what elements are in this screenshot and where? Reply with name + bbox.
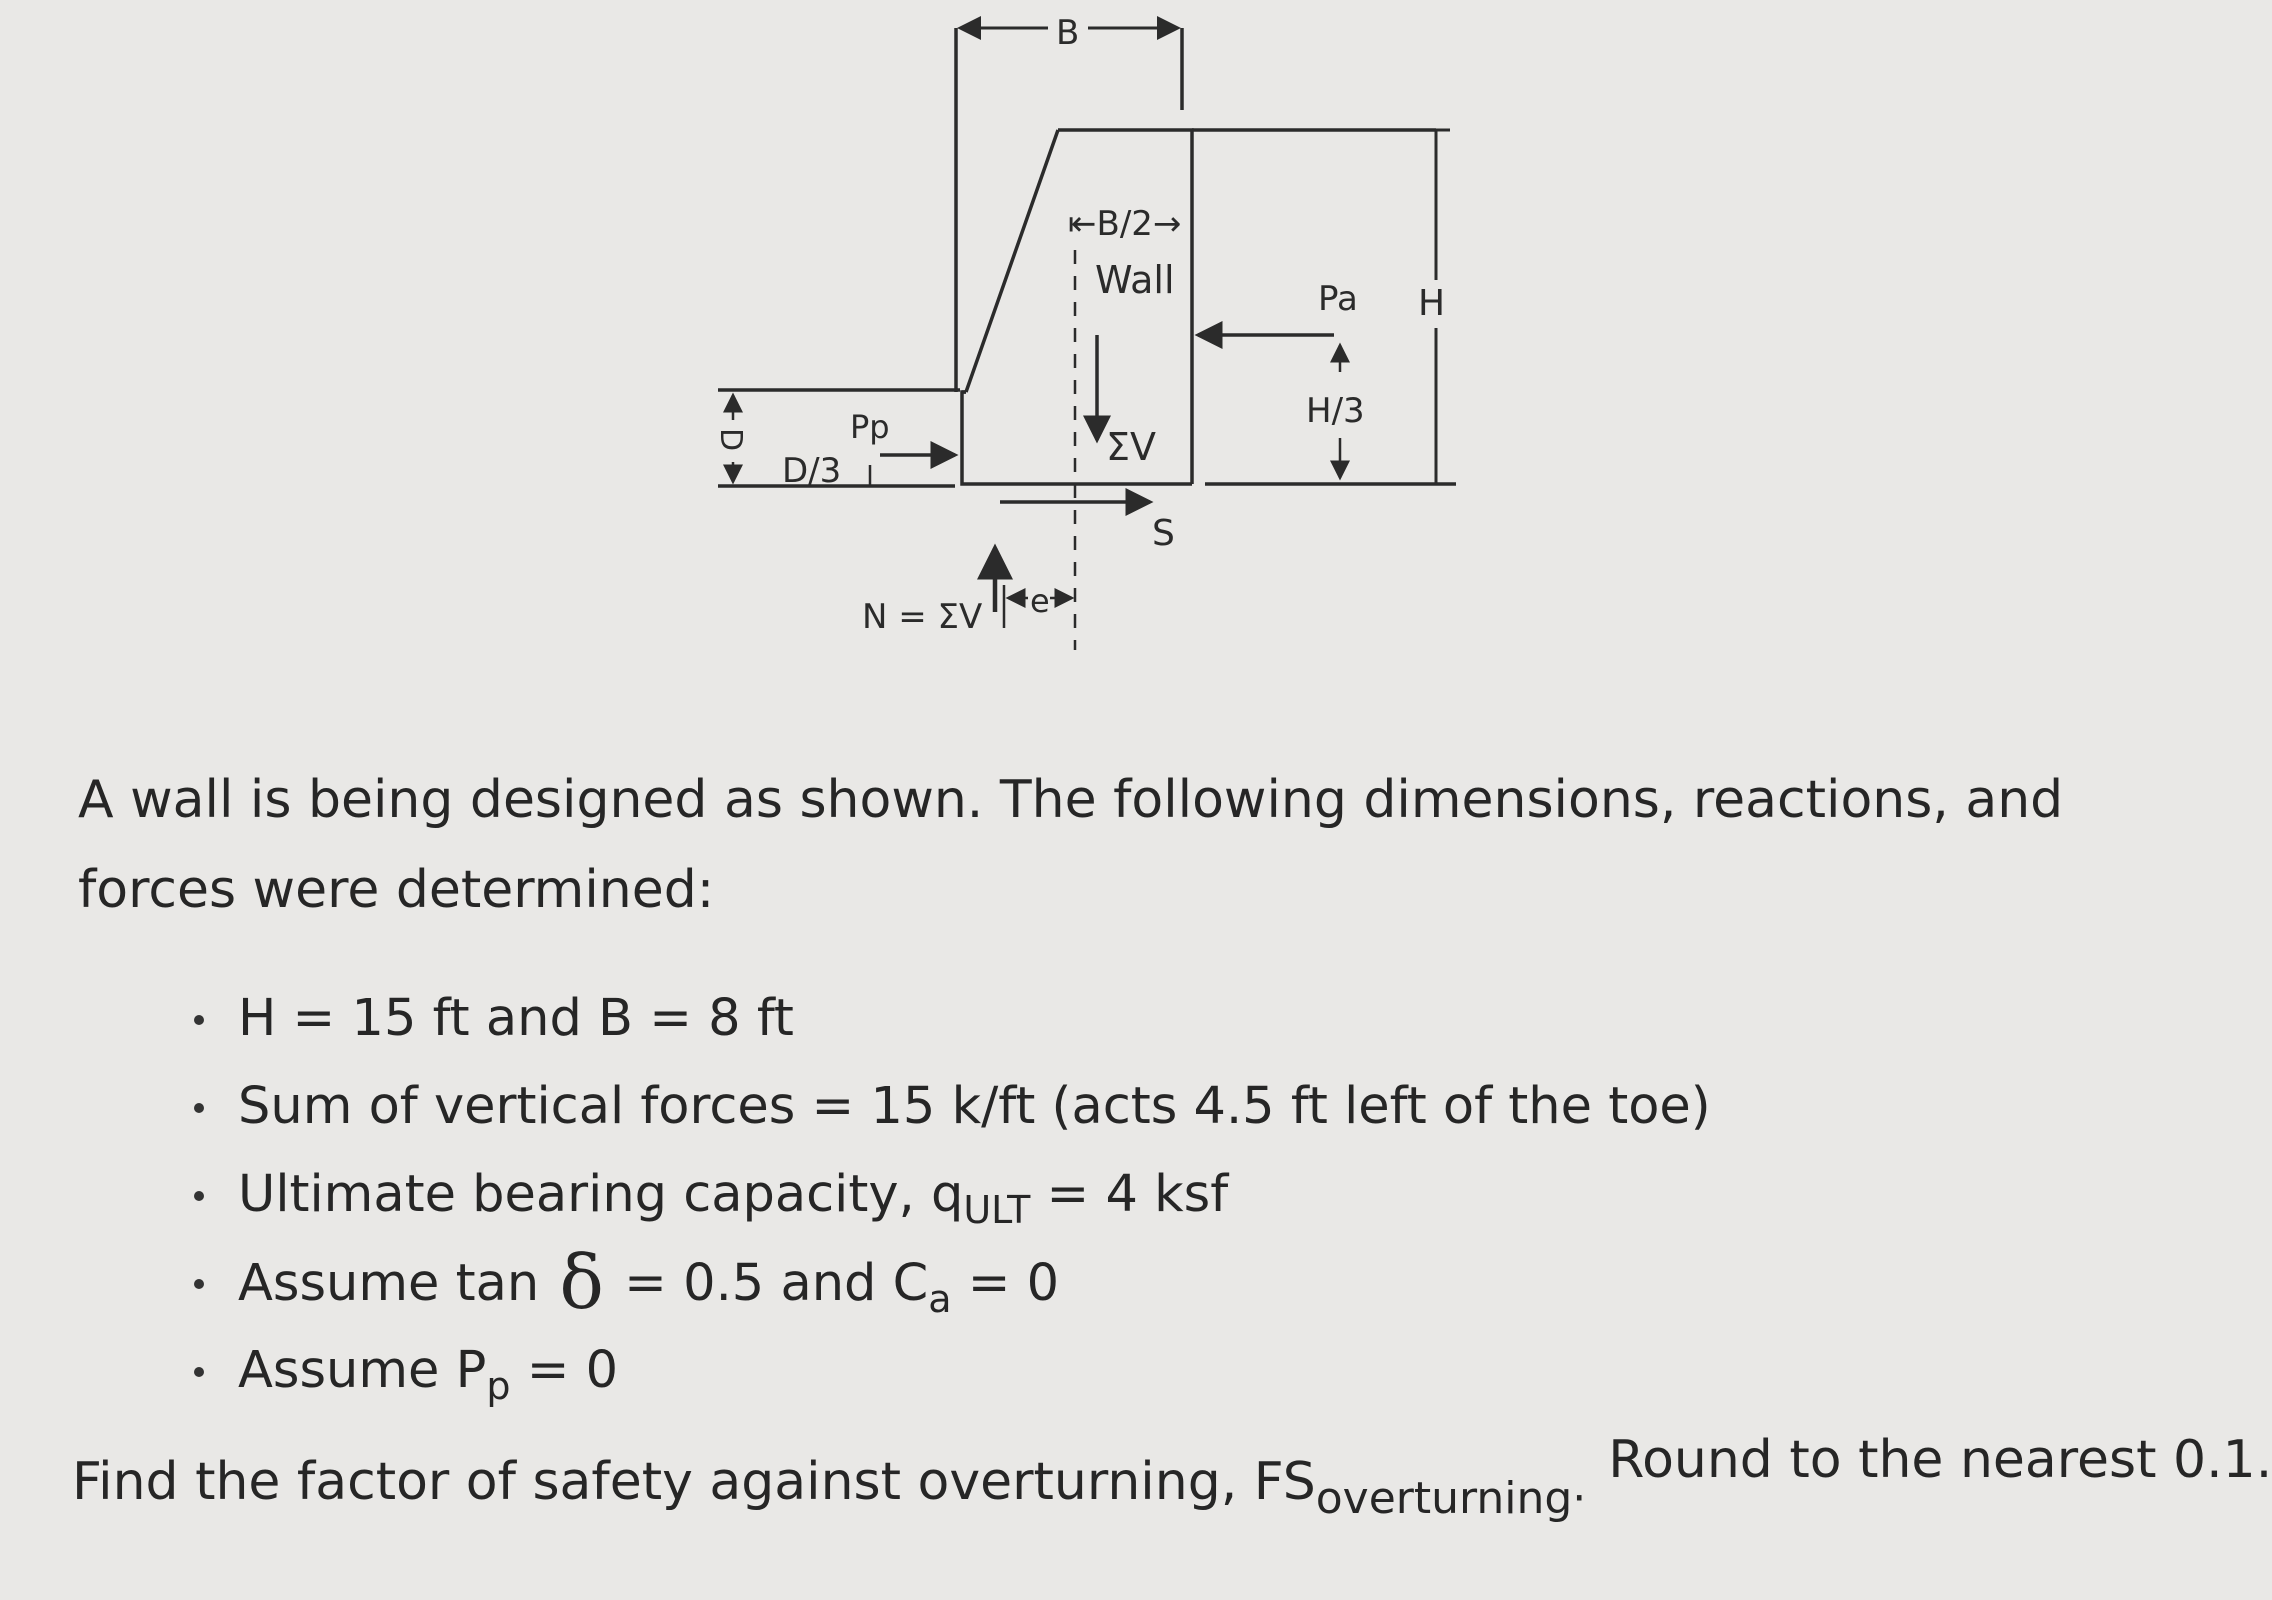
retaining-wall-diagram (0, 0, 2175, 700)
label-Pa: Pa (1318, 279, 1358, 319)
label-wall: Wall (1095, 258, 1175, 302)
list-item: Ultimate bearing capacity, $q_{ULT} = 4$ ksf (178, 1151, 1711, 1239)
label-D-third: D/3 (782, 451, 842, 491)
list-item: Assume $P_p = 0$ (178, 1327, 1711, 1415)
label-sum-v: ΣV (1106, 425, 1157, 469)
label-S: S (1152, 513, 1175, 554)
bullet-dot (194, 1367, 204, 1377)
label-N: N = ΣV (862, 597, 983, 637)
bullet-dot (194, 1279, 204, 1289)
label-B: B (1056, 13, 1080, 53)
label-H: H (1418, 283, 1446, 324)
bullet-dot (194, 1103, 204, 1113)
label-H-third: H/3 (1306, 391, 1365, 431)
label-D: D (713, 428, 748, 452)
list-item: H = 15 ft and B = 8 ft (178, 975, 1711, 1063)
intro-paragraph: A wall is being designed as shown. The following dimensions, reactions, and forces were determined: (78, 770, 2064, 920)
label-Pp: Pp (850, 408, 890, 446)
list-item: Assume tan δ = 0.5 and $C_a = 0$ (178, 1239, 1711, 1327)
bullet-dot (194, 1015, 204, 1025)
question-text: Find the factor of safety against overturning, $FS_{overturning\cdot}Round$ to the nearest 0.1. (72, 1430, 2272, 1524)
bullet-dot (194, 1191, 204, 1201)
label-e: e (1030, 582, 1050, 620)
given-values-list (178, 975, 1711, 1415)
label-B-half: ⇤B/2→ (1068, 204, 1182, 244)
list-item: Sum of vertical forces = 15 k/ft (acts 4.5 ft left of the toe) (178, 1063, 1711, 1151)
